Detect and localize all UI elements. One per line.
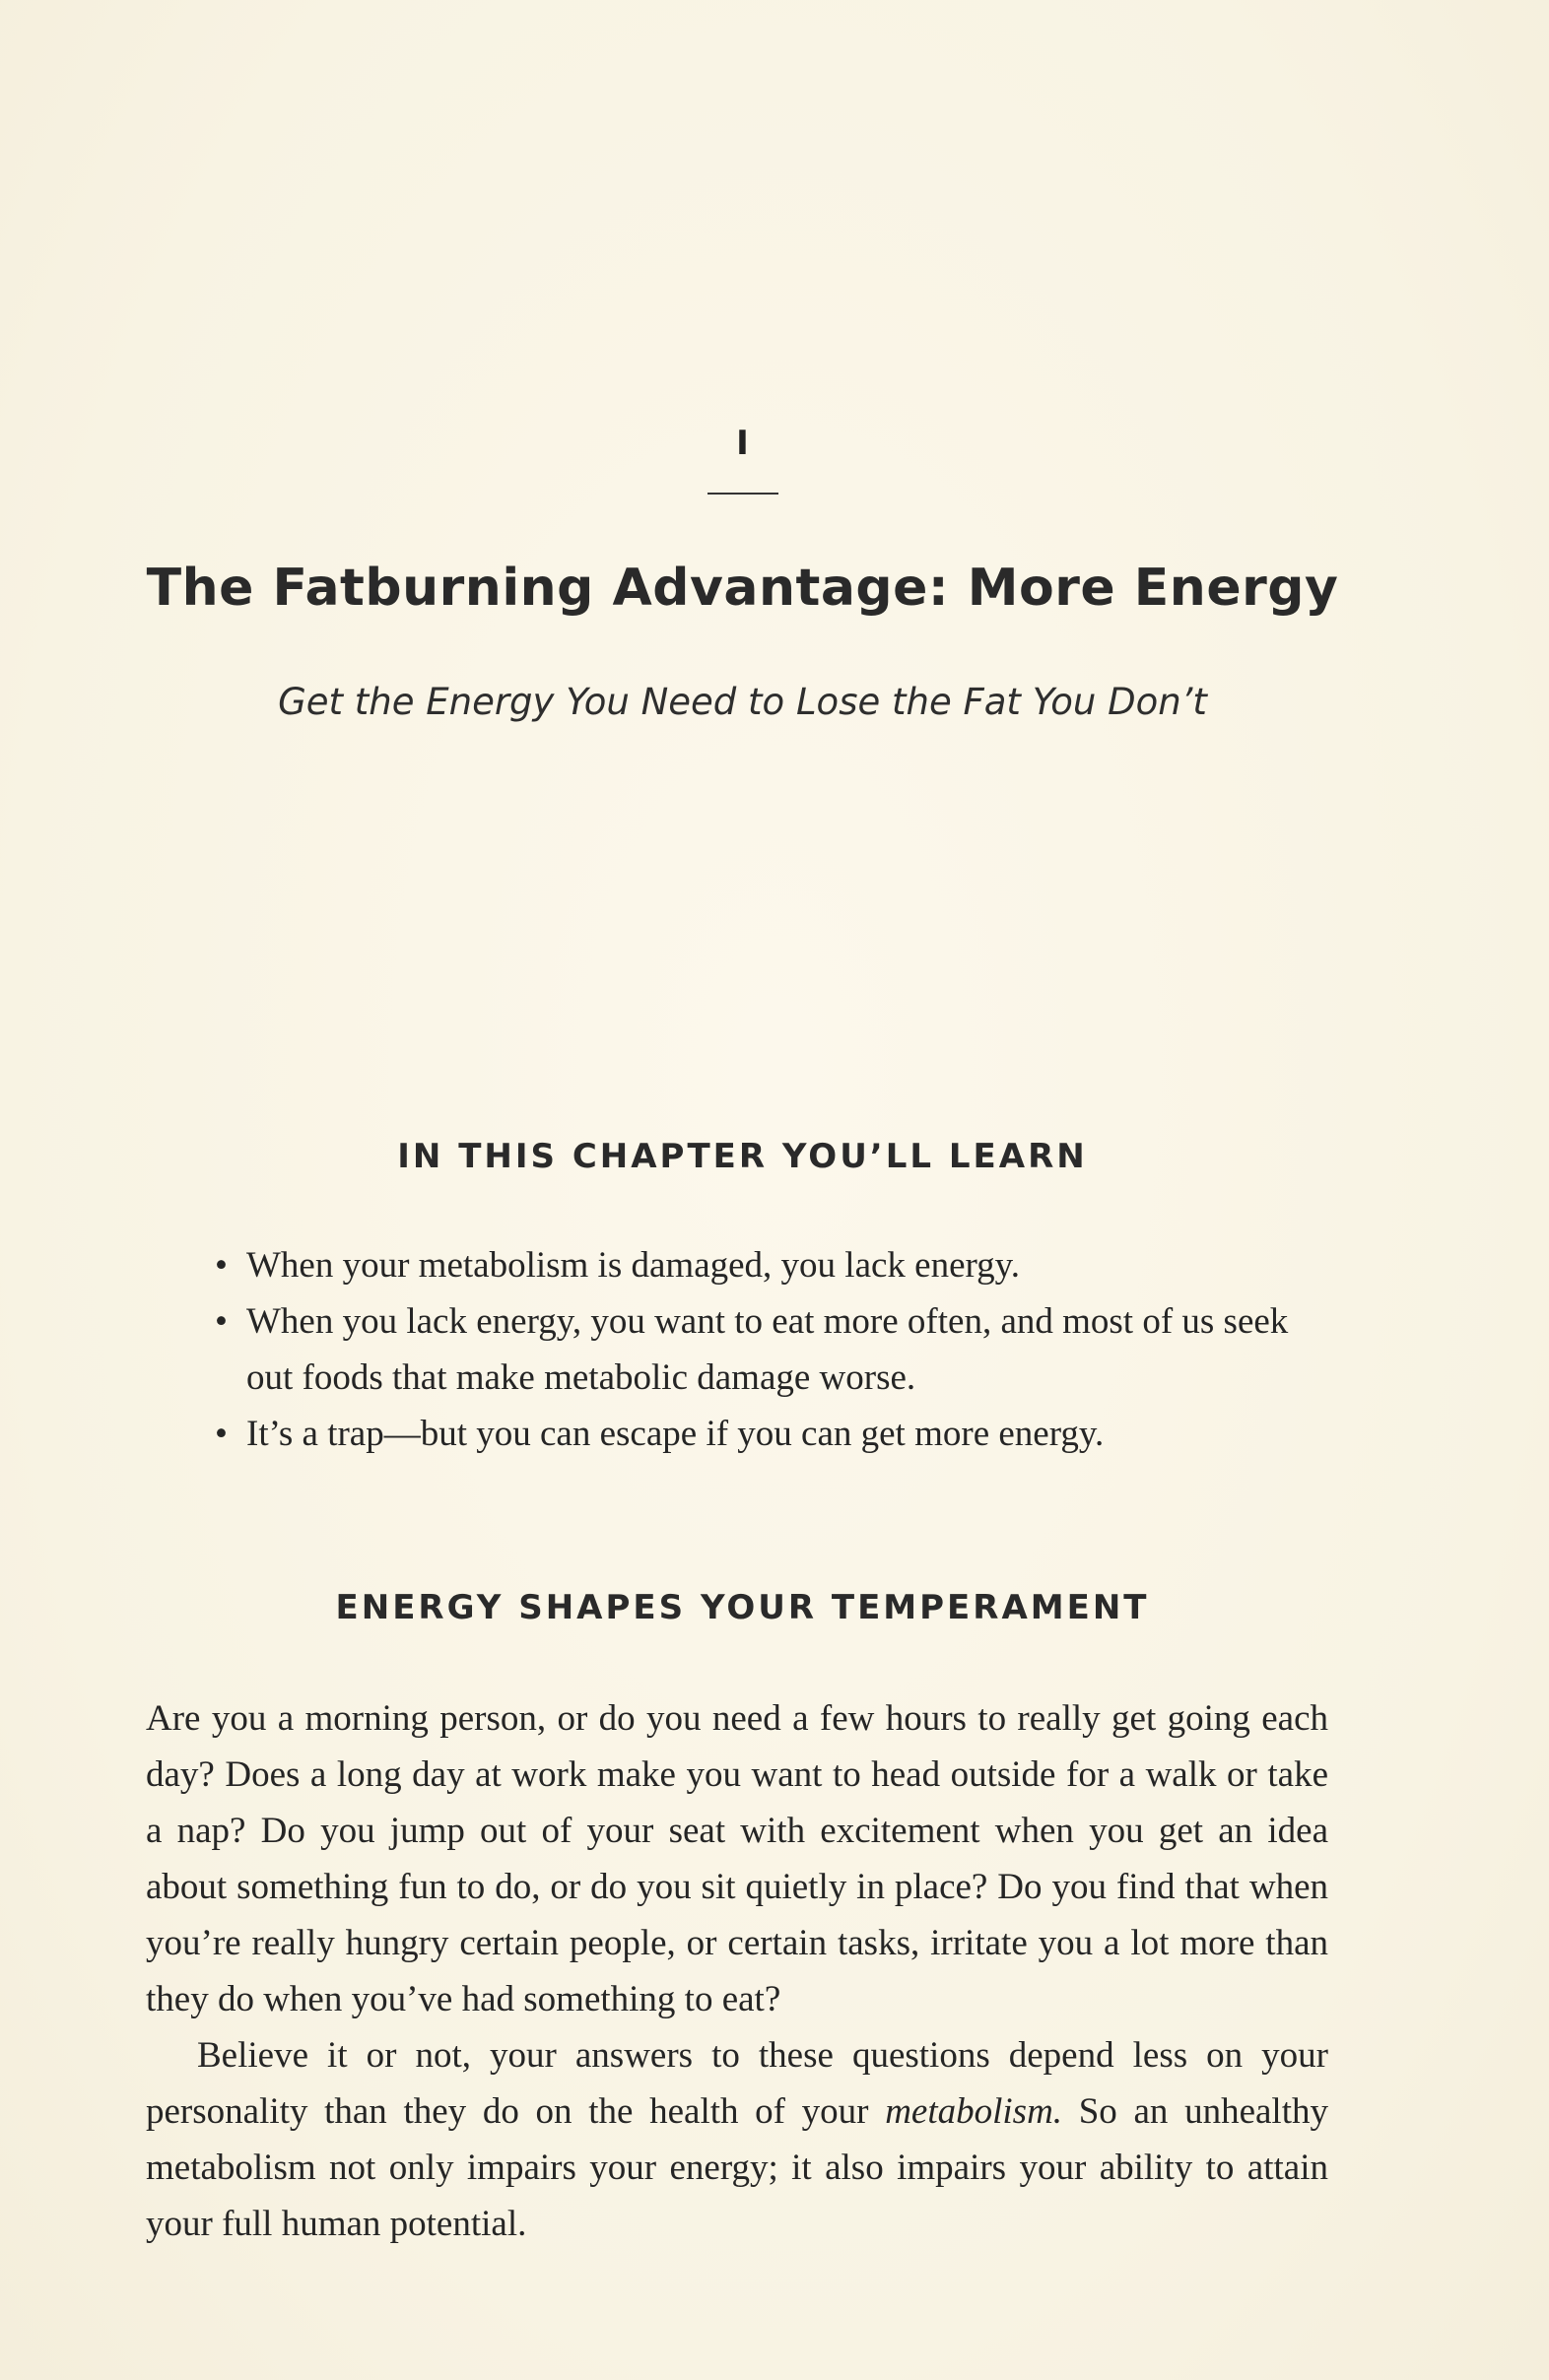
bullet-icon: • — [215, 1245, 228, 1286]
paragraph: Are you a morning person, or do you need a few hours to really get going each day? Does a long day at work make you want to head outside for a walk or take a nap? Do you jump out of your seat with excitement when you get an idea about something fun to do, or do you sit quietly in place? Do you find that when you’re really hungry certain people, or certain tasks, irritate you a lot more than they do when you’ve had something to eat? — [146, 1698, 1328, 2019]
chapter-title: The Fatburning Advantage: More Energy — [146, 559, 1339, 618]
list-item-text: When your metabolism is damaged, you lack energy. — [246, 1245, 1021, 1286]
list-item-text: It’s a trap—but you can escape if you can get more energy. — [246, 1414, 1105, 1454]
chapter-number: I — [736, 424, 749, 463]
chapter-subtitle: Get the Energy You Need to Lose the Fat You Don’t — [278, 681, 1207, 723]
bullet-icon: • — [215, 1301, 228, 1342]
section-heading: ENERGY SHAPES YOUR TEMPERAMENT — [335, 1588, 1150, 1627]
learn-list — [215, 1237, 1318, 1462]
paragraph — [146, 2027, 1328, 2252]
list-item — [215, 1237, 1318, 1293]
bullet-icon: • — [215, 1414, 228, 1454]
list-item — [215, 1293, 1318, 1406]
paragraph-text: Believe it or not, your answers to these questions depend less on your personality than they do on the health of your — [146, 2035, 1328, 2132]
learn-heading: IN THIS CHAPTER YOU’LL LEARN — [397, 1137, 1088, 1176]
list-item — [215, 1406, 1318, 1462]
chapter-number-rule — [707, 493, 778, 495]
paragraph-text: So an unhealthy metabolism not only impairs your energy; it also impairs your ability to attain your full human potential. — [146, 2091, 1328, 2244]
body-text — [146, 1690, 1328, 2252]
list-item-text: When you lack energy, you want to eat more often, and most of us seek out foods that make metabolic damage worse. — [246, 1301, 1289, 1398]
emphasis-text: metabolism. — [885, 2091, 1063, 2132]
